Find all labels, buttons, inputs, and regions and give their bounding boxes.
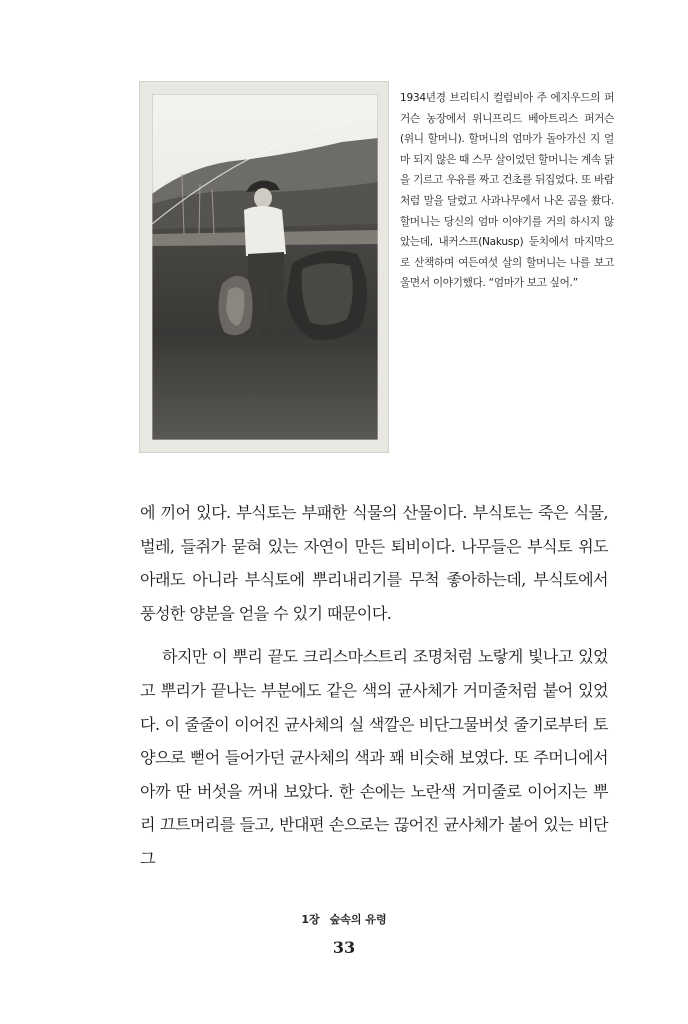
paragraph: 에 끼어 있다. 부식토는 부패한 식물의 산물이다. 부식토는 죽은 식물, 벌레, 들쥐가 묻혀 있는 자연이 만든 퇴비이다. 나무들은 부식토 위도 아래도 아니라 부식토에 뿌리내리기를 무척 좋아하는데, 부식토에서 풍성한 양분을 얻을 수 있기 때문이다. (140, 503, 608, 623)
vintage-photo-frame (140, 82, 388, 452)
chapter-title: 숲속의 유령 (329, 913, 387, 926)
page-number: 33 (332, 938, 356, 957)
paragraph: 하지만 이 뿌리 끝도 크리스마스트리 조명처럼 노랗게 빛나고 있었고 뿌리가 끝나는 부분에도 같은 색의 균사체가 거미줄처럼 붙어 있었다. 이 줄줄이 이어진 균사체의 실 색깔은 비단그물버섯 줄기로부터 토양으로 뻗어 들어가던 균사체의 색과 꽤 비슷해 보였다. 또 주머니에서 아까 딴 버섯을 꺼내 보았다. 한 손에는 노란색 거미줄로 이어지는 뿌리 끄트머리를 들고, 반대편 손으로는 끊어진 균사체가 붙어 있는 비단그 (140, 647, 608, 868)
body-text (140, 496, 608, 876)
vintage-photo-icon (152, 94, 378, 440)
photo-caption: 1934년경 브리티시 컬럼비아 주 에지우드의 퍼거슨 농장에서 위니프리드 베아트리스 퍼거슨(위니 할머니). 할머니의 엄마가 돌아가신 지 얼마 되지 않은 때 스무 살이었던 할머니는 계속 닭을 기르고 우유를 짜고 건초를 뒤집었다. 또 바람처럼 말을 달렸고 사과나무에서 나온 곰을 쐈다. 할머니는 당신의 엄마 이야기를 거의 하시지 않았는데, 내커스프(Nakusp) 둔치에서 마지막으로 산책하며 여든여섯 살의 할머니는 나를 보고 울면서 이야기했다. “엄마가 보고 싶어.” (400, 92, 614, 290)
chapter-number: 1장 (301, 913, 320, 926)
running-footer (0, 911, 688, 927)
